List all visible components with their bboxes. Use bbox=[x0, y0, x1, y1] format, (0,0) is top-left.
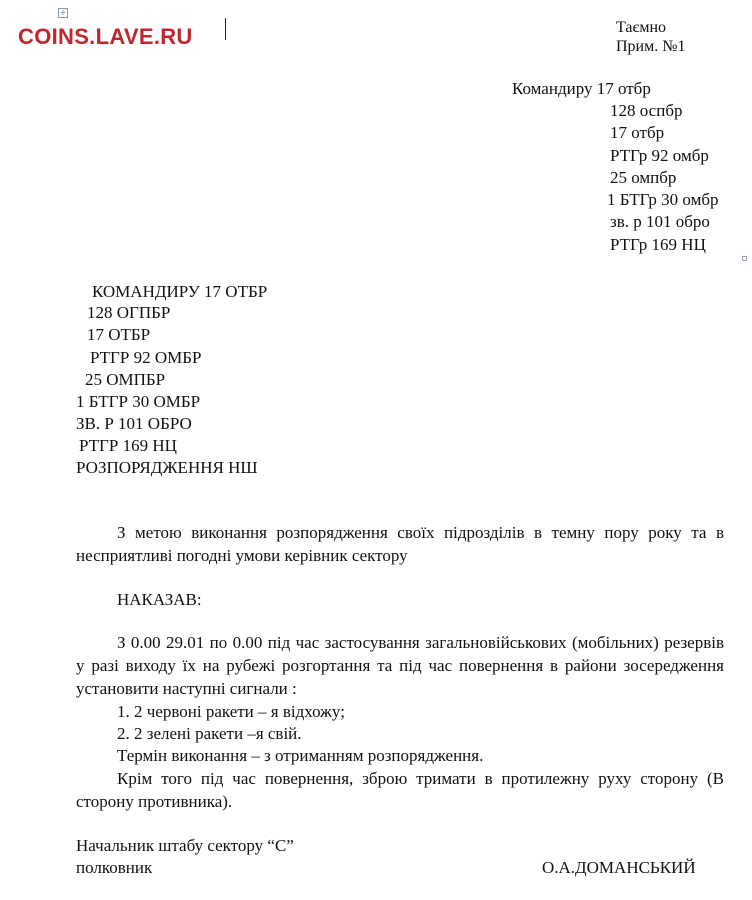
text-boundary-marker bbox=[742, 256, 747, 261]
secret-label: Таємно bbox=[616, 19, 667, 36]
weapons-paragraph: Крім того під час повернення, зброю тримати в протилежну руху сторону (В сторону противника). bbox=[76, 769, 724, 811]
move-handle-icon[interactable]: + bbox=[59, 8, 67, 17]
addressee-line: 25 омпбр bbox=[610, 168, 677, 187]
addressee-line: РТГр 92 омбр bbox=[610, 146, 709, 165]
addressee-upper-line: 17 ОТБР bbox=[87, 325, 151, 344]
signals-paragraph: З 0.00 29.01 по 0.00 під час застосування загальновійськових (мобільних) резервів у разі виходу їх на рубежі розгортання та під час повернення в райони зосередження установити наступні сигнали : bbox=[76, 633, 724, 698]
signature-name: О.А.ДОМАНСЬКИЙ bbox=[542, 858, 696, 877]
watermark: COINS.LAVE.RU bbox=[18, 24, 193, 49]
addressee-line: зв. р 101 обро bbox=[610, 212, 710, 231]
text-cursor bbox=[225, 18, 226, 40]
addressee-first: Командиру 17 отбр bbox=[512, 79, 651, 98]
addressee-line: 1 БТГр 30 омбр bbox=[607, 190, 719, 209]
addressee-line: 128 оспбр bbox=[610, 101, 683, 120]
addressee-upper-line: 1 БТГР 30 ОМБР bbox=[76, 392, 201, 411]
deadline-paragraph: Термін виконання – з отриманням розпорядження. bbox=[117, 746, 484, 765]
order-title: РОЗПОРЯДЖЕННЯ НШ bbox=[76, 458, 258, 477]
addressee-upper-line: КОМАНДИРУ 17 ОТБР bbox=[92, 282, 268, 301]
signature-position: Начальник штабу сектору “С” bbox=[76, 836, 294, 855]
intro-paragraph: З метою виконання розпорядження своїх підрозділів в темну пору року та в несприятливі погодні умови керівник сектору bbox=[76, 523, 724, 565]
addressee-line: РТГр 169 НЦ bbox=[610, 235, 706, 254]
appendix-label: Прим. №1 bbox=[616, 38, 686, 55]
addressee-upper-line: РТГР 92 ОМБР bbox=[90, 348, 202, 367]
addressee-upper-line: 25 ОМПБР bbox=[85, 370, 166, 389]
signal-item: 1. 2 червоні ракети – я відхожу; bbox=[117, 702, 345, 721]
addressee-upper-line: 128 ОГПБР bbox=[87, 303, 171, 322]
addressee-line: 17 отбр bbox=[610, 123, 665, 142]
addressee-upper-line: РТГР 169 НЦ bbox=[79, 436, 177, 455]
addressee-upper-line: ЗВ. Р 101 ОБРО bbox=[76, 414, 192, 433]
signal-item: 2. 2 зелені ракети –я свій. bbox=[117, 724, 302, 743]
signature-rank: полковник bbox=[76, 858, 153, 877]
ordered-heading: НАКАЗАВ: bbox=[117, 590, 202, 609]
